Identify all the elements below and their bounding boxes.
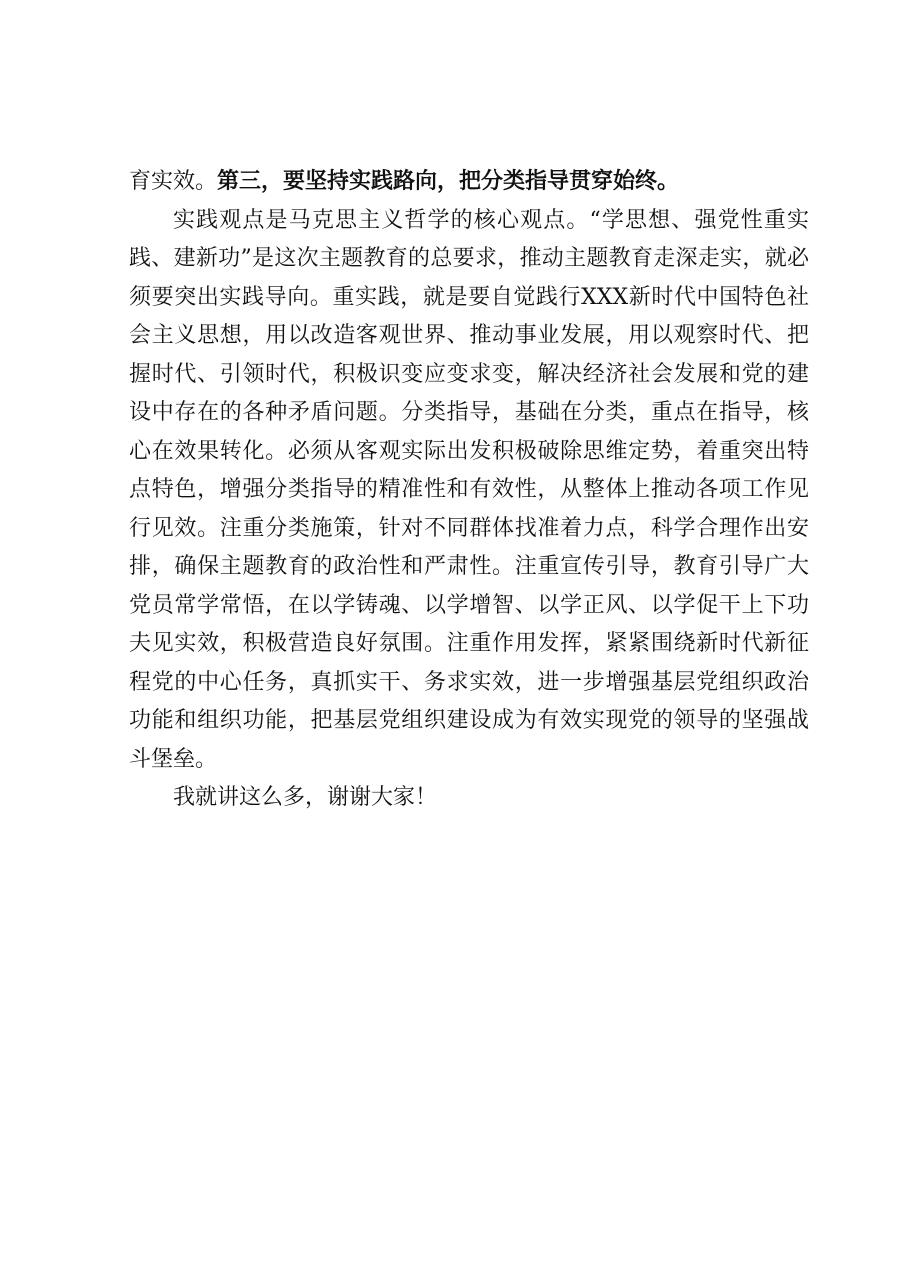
paragraph-closing: 我就讲这么多，谢谢大家！ xyxy=(173,785,438,810)
paragraph-continuation xyxy=(129,163,809,202)
continued-text: 育实效。 xyxy=(129,169,218,194)
section-heading: 第三，要坚持实践路向，把分类指导贯穿始终。 xyxy=(217,169,680,194)
document-body xyxy=(129,163,809,818)
paragraph-practice: 实践观点是马克思主义哲学的核心观点。“学思想、强党性重实践、建新功”是这次主题教育的总要求，推动主题教育走深走实，就必须要突出实践导向。重实践，就是要自觉践行XXX新时代中国特色社会主义思想，用以改造客观世界、推动事业发展，用以观察时代、把握时代、引领时代，积极识变应变求变，解决经济社会发展和党的建设中存在的各种矛盾问题。分类指导，基础在分类，重点在指导，核心在效果转化。必须从客观实际出发积极破除思维定势，着重突出特点特色，增强分类指导的精准性和有效性，从整体上推动各项工作见行见效。注重分类施策，针对不同群体找准着力点，科学合理作出安排，确保主题教育的政治性和严肃性。注重宣传引导，教育引导广大党员常学常悟，在以学铸魂、以学增智、以学正风、以学促干上下功夫见实效，积极营造良好氛围。注重作用发挥，紧紧围绕新时代新征程党的中心任务，真抓实干、务求实效，进一步增强基层党组织政治功能和组织功能，把基层党组织建设成为有效实现党的领导的坚强战斗堡垒。 xyxy=(129,207,809,772)
